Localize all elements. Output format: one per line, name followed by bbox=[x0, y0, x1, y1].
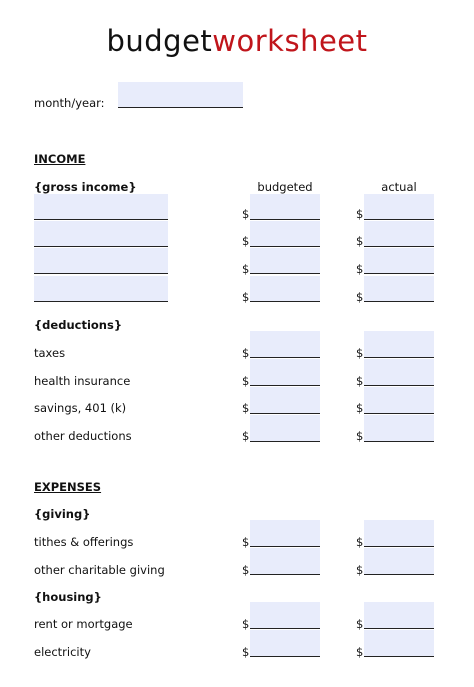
dollar-sign: $ bbox=[356, 645, 364, 659]
charitable-giving-budgeted-field[interactable] bbox=[250, 548, 320, 575]
dollar-sign: $ bbox=[356, 234, 364, 248]
charitable-giving-actual-field[interactable] bbox=[364, 548, 434, 575]
gross-income-budgeted-field[interactable] bbox=[250, 221, 320, 247]
row-label-rent-mortgage: rent or mortgage bbox=[34, 617, 133, 631]
dollar-sign: $ bbox=[242, 401, 250, 415]
row-label-other-deductions: other deductions bbox=[34, 429, 132, 443]
gross-income-actual-field[interactable] bbox=[364, 248, 434, 274]
dollar-sign: $ bbox=[242, 262, 250, 276]
giving-heading: {giving} bbox=[34, 507, 91, 521]
expenses-heading: EXPENSES bbox=[34, 480, 102, 494]
row-label-other-charitable-giving: other charitable giving bbox=[34, 563, 165, 577]
dollar-sign: $ bbox=[356, 374, 364, 388]
dollar-sign: $ bbox=[356, 401, 364, 415]
page-title bbox=[0, 24, 474, 58]
rent-budgeted-field[interactable] bbox=[250, 602, 320, 629]
dollar-sign: $ bbox=[242, 346, 250, 360]
gross-income-actual-field[interactable] bbox=[364, 194, 434, 220]
title-part-worksheet: worksheet bbox=[212, 24, 368, 58]
gross-income-name-field[interactable] bbox=[34, 194, 168, 220]
row-label-taxes: taxes bbox=[34, 346, 66, 360]
electricity-budgeted-field[interactable] bbox=[250, 630, 320, 657]
rent-actual-field[interactable] bbox=[364, 602, 434, 629]
dollar-sign: $ bbox=[356, 346, 364, 360]
title-part-budget: budget bbox=[106, 24, 213, 58]
other-deductions-budgeted-field[interactable] bbox=[250, 415, 320, 442]
dollar-sign: $ bbox=[242, 234, 250, 248]
dollar-sign: $ bbox=[242, 290, 250, 304]
tithes-budgeted-field[interactable] bbox=[250, 520, 320, 547]
gross-income-heading: {gross income} bbox=[34, 180, 137, 194]
dollar-sign: $ bbox=[242, 535, 250, 549]
dollar-sign: $ bbox=[242, 374, 250, 388]
budgeted-column-header: budgeted bbox=[257, 180, 313, 194]
dollar-sign: $ bbox=[356, 563, 364, 577]
tithes-actual-field[interactable] bbox=[364, 520, 434, 547]
month-year-label: month/year: bbox=[34, 96, 105, 110]
dollar-sign: $ bbox=[242, 645, 250, 659]
gross-income-budgeted-field[interactable] bbox=[250, 194, 320, 220]
housing-heading: {housing} bbox=[34, 590, 102, 604]
taxes-actual-field[interactable] bbox=[364, 331, 434, 358]
gross-income-actual-field[interactable] bbox=[364, 276, 434, 302]
row-label-savings-401k: savings, 401 (k) bbox=[34, 401, 127, 415]
health-insurance-budgeted-field[interactable] bbox=[250, 359, 320, 386]
savings-actual-field[interactable] bbox=[364, 387, 434, 414]
dollar-sign: $ bbox=[356, 617, 364, 631]
dollar-sign: $ bbox=[356, 207, 364, 221]
dollar-sign: $ bbox=[356, 290, 364, 304]
electricity-actual-field[interactable] bbox=[364, 630, 434, 657]
gross-income-budgeted-field[interactable] bbox=[250, 248, 320, 274]
gross-income-actual-field[interactable] bbox=[364, 221, 434, 247]
taxes-budgeted-field[interactable] bbox=[250, 331, 320, 358]
actual-column-header: actual bbox=[381, 180, 417, 194]
row-label-electricity: electricity bbox=[34, 645, 91, 659]
dollar-sign: $ bbox=[242, 207, 250, 221]
health-insurance-actual-field[interactable] bbox=[364, 359, 434, 386]
gross-income-budgeted-field[interactable] bbox=[250, 276, 320, 302]
dollar-sign: $ bbox=[356, 429, 364, 443]
gross-income-name-field[interactable] bbox=[34, 276, 168, 302]
month-year-field[interactable] bbox=[118, 82, 243, 108]
income-heading: INCOME bbox=[34, 152, 86, 166]
dollar-sign: $ bbox=[356, 535, 364, 549]
dollar-sign: $ bbox=[356, 262, 364, 276]
row-label-tithes-offerings: tithes & offerings bbox=[34, 535, 134, 549]
dollar-sign: $ bbox=[242, 563, 250, 577]
dollar-sign: $ bbox=[242, 429, 250, 443]
other-deductions-actual-field[interactable] bbox=[364, 415, 434, 442]
savings-budgeted-field[interactable] bbox=[250, 387, 320, 414]
row-label-health-insurance: health insurance bbox=[34, 374, 131, 388]
gross-income-name-field[interactable] bbox=[34, 221, 168, 247]
deductions-heading: {deductions} bbox=[34, 318, 123, 332]
gross-income-name-field[interactable] bbox=[34, 248, 168, 274]
dollar-sign: $ bbox=[242, 617, 250, 631]
